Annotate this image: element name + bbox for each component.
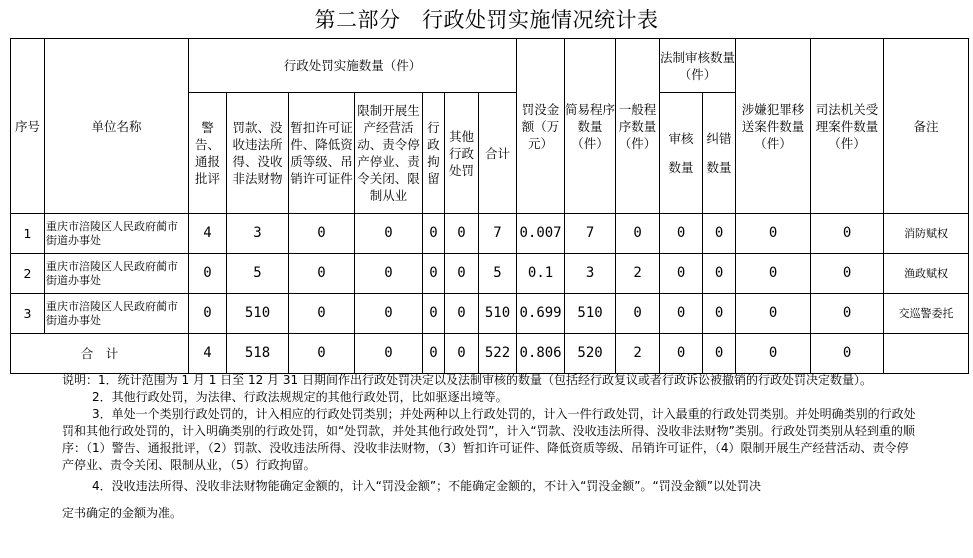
row-crime: 0 [736, 254, 811, 294]
header-suspend: 暂扣许可证件、降低资质等级、吊销许可证件 [289, 93, 355, 214]
header-other: 其他行政处罚 [445, 93, 479, 214]
note-2: 2．其他行政处罚，为法律、行政法规规定的其他行政处罚，比如驱逐出境等。 [92, 390, 508, 404]
totals-detention: 0 [423, 334, 445, 374]
table-row [11, 294, 969, 334]
row-other: 0 [445, 254, 479, 294]
row-detention: 0 [423, 254, 445, 294]
explanatory-notes [62, 372, 918, 522]
row-amount: 0.699 [517, 294, 565, 334]
row-warning: 0 [189, 254, 227, 294]
header-correct-count-label: 数量 [706, 160, 732, 175]
row-suspend: 0 [289, 254, 355, 294]
totals-amount: 0.806 [517, 334, 565, 374]
row-restrict: 0 [355, 254, 423, 294]
header-detention: 行政拘留 [423, 93, 445, 214]
header-review-count-label: 数量 [668, 160, 694, 175]
row-restrict: 0 [355, 294, 423, 334]
row-review: 0 [660, 294, 703, 334]
table-row [11, 254, 969, 294]
row-correct: 0 [703, 214, 736, 254]
totals-general: 2 [616, 334, 660, 374]
row-remark: 交巡警委托 [884, 294, 969, 334]
row-other: 0 [445, 294, 479, 334]
row-restrict: 0 [355, 214, 423, 254]
row-total: 5 [479, 254, 517, 294]
table-row [11, 214, 969, 254]
header-row-1 [11, 39, 969, 93]
totals-label: 合 计 [11, 334, 189, 374]
row-review: 0 [660, 254, 703, 294]
row-simple: 3 [565, 254, 616, 294]
row-crime: 0 [736, 214, 811, 254]
header-correct-label: 纠错 [706, 131, 732, 146]
header-judicial-accepted: 司法机关受理案件数量（件） [811, 39, 884, 214]
totals-correct: 0 [703, 334, 736, 374]
header-unit-name: 单位名称 [45, 39, 189, 214]
totals-fine: 518 [227, 334, 289, 374]
row-judicial: 0 [811, 214, 884, 254]
row-fine: 5 [227, 254, 289, 294]
row-correct: 0 [703, 254, 736, 294]
row-remark: 渔政赋权 [884, 254, 969, 294]
row-total: 7 [479, 214, 517, 254]
row-crime: 0 [736, 294, 811, 334]
totals-row [11, 334, 969, 374]
header-correct [703, 93, 736, 214]
header-seq: 序号 [11, 39, 45, 214]
note-3: 3．单处一个类别行政处罚的，计入相应的行政处罚类别；并处两种以上行政处罚的，计入一件行政处罚，计入最重的行政处罚类别。并处明确类别的行政处罚和其他行政处罚的，计入明确类别的行政处罚，如“处罚款，并处其他行政处罚”，计入“罚款、没收违法所得、没收非法财物”类别。行政处罚类别从轻到重的顺序：（1）警告、通报批评，（2）罚款、没收违法所得、没收非法财物，（3）暂扣许可证件、降低资质等级、吊销许可证件，（4）限制开展生产经营活动、责令停产停业、责令关闭、限制从业，（5）行政拘留。 [62, 407, 916, 472]
row-correct: 0 [703, 294, 736, 334]
row-unit-name: 重庆市涪陵区人民政府蔺市街道办事处 [45, 294, 189, 334]
header-remark: 备注 [884, 39, 969, 214]
row-fine: 510 [227, 294, 289, 334]
page-title: 第二部分 行政处罚实施情况统计表 [314, 8, 659, 32]
header-review [660, 93, 703, 214]
row-general: 0 [616, 294, 660, 334]
row-unit-name: 重庆市涪陵区人民政府蔺市街道办事处 [45, 254, 189, 294]
header-simple-procedure: 简易程序数量（件） [565, 39, 616, 214]
row-other: 0 [445, 214, 479, 254]
header-restrict: 限制开展生产经营活动、责令停产停业、责令关闭、限制从业 [355, 93, 423, 214]
row-seq: 2 [11, 254, 45, 294]
header-review-group: 法制审核数量（件） [660, 39, 736, 93]
row-judicial: 0 [811, 294, 884, 334]
row-detention: 0 [423, 294, 445, 334]
header-crime-transfer: 涉嫌犯罪移送案件数量（件） [736, 39, 811, 214]
totals-restrict: 0 [355, 334, 423, 374]
row-simple: 7 [565, 214, 616, 254]
penalty-statistics-table [10, 38, 969, 374]
note-1: 说明：1．统计范围为 1 月 1 日至 12 月 31 日期间作出行政处罚决定以及法制审核的数量（包括经行政复议或者行政诉讼被撤销的行政处罚决定数量）。 [62, 373, 872, 387]
totals-crime: 0 [736, 334, 811, 374]
totals-other: 0 [445, 334, 479, 374]
row-detention: 0 [423, 214, 445, 254]
totals-remark [884, 334, 969, 374]
row-seq: 1 [11, 214, 45, 254]
header-total: 合计 [479, 93, 517, 214]
row-amount: 0.007 [517, 214, 565, 254]
totals-suspend: 0 [289, 334, 355, 374]
totals-total: 522 [479, 334, 517, 374]
row-warning: 0 [189, 294, 227, 334]
note-4: 4．没收违法所得、没收非法财物能确定金额的，计入“罚没金额”；不能确定金额的，不计入“罚没金额”。“罚没金额”以处罚决 [92, 479, 761, 493]
row-review: 0 [660, 214, 703, 254]
row-fine: 3 [227, 214, 289, 254]
row-remark: 消防赋权 [884, 214, 969, 254]
header-fine: 罚款、没收违法所得、没收非法财物 [227, 93, 289, 214]
row-seq: 3 [11, 294, 45, 334]
row-general: 2 [616, 254, 660, 294]
row-judicial: 0 [811, 254, 884, 294]
row-total: 510 [479, 294, 517, 334]
totals-review: 0 [660, 334, 703, 374]
row-suspend: 0 [289, 294, 355, 334]
header-review-label: 审核 [668, 131, 694, 146]
row-unit-name: 重庆市涪陵区人民政府蔺市街道办事处 [45, 214, 189, 254]
row-general: 0 [616, 214, 660, 254]
header-penalty-group: 行政处罚实施数量（件） [189, 39, 517, 93]
row-warning: 4 [189, 214, 227, 254]
note-4-continued: 定书确定的金额为准。 [62, 506, 183, 520]
header-general-procedure: 一般程序数量（件） [616, 39, 660, 214]
row-simple: 510 [565, 294, 616, 334]
row-suspend: 0 [289, 214, 355, 254]
row-amount: 0.1 [517, 254, 565, 294]
header-amount: 罚没金额（万元） [517, 39, 565, 214]
header-warning: 警告、通报批评 [189, 93, 227, 214]
totals-warning: 4 [189, 334, 227, 374]
totals-simple: 520 [565, 334, 616, 374]
totals-judicial: 0 [811, 334, 884, 374]
